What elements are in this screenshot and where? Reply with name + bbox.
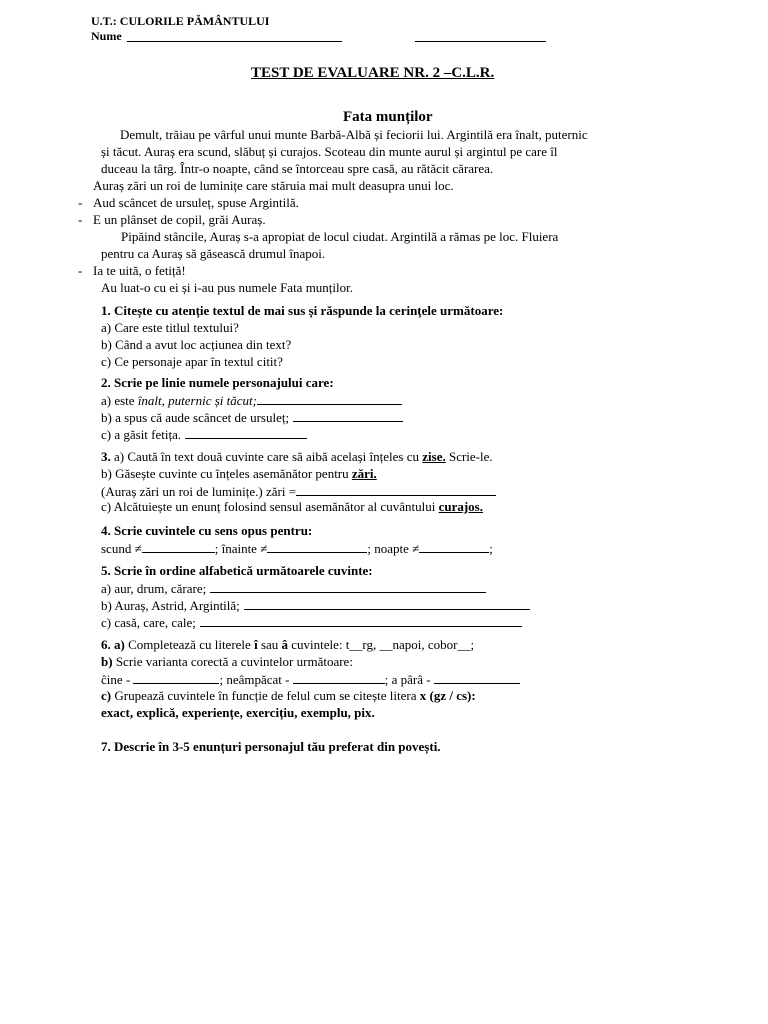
q3-b: [101, 467, 377, 480]
q6-c-words: exact, explică, experiențe, exercițiu, exemplu, pix.: [101, 705, 375, 720]
story-line: Demult, trăiau pe vârful unui munte Barbă-Albă și feciorii lui. Argintilă era înalt, puternic: [120, 127, 588, 142]
q5-b: [101, 598, 530, 612]
dialogue-line: E un plânset de copil, grăi Auraș.: [93, 212, 266, 227]
answer-line[interactable]: [267, 541, 367, 553]
story-line: Auraș zări un roi de luminițe care stăruia mai mult deasupra unui loc.: [93, 178, 454, 193]
q2-c: [101, 427, 307, 441]
story-line: pentru ca Auraș să găsească drumul înapoi.: [101, 246, 326, 261]
q3-a-word: zise.: [422, 449, 446, 464]
q4-end: ;: [489, 541, 493, 556]
q6-a-post: cuvintele: t__rg, __napoi, cobor__;: [288, 637, 475, 652]
q3-number: 3.: [101, 449, 111, 464]
q3-a-text: a) Caută în text două cuvinte care să aibă același înțeles cu: [110, 449, 423, 464]
dialogue-dash: -: [78, 263, 83, 278]
q6-a: [101, 638, 474, 651]
q6-b-label: b): [101, 654, 113, 669]
q2-a-italic: înalt, puternic și tăcut;: [137, 393, 257, 408]
answer-line[interactable]: [185, 427, 307, 439]
story-line: Pipăind stâncile, Auraș s-a apropiat de locul ciudat. Argintilă a rămas pe loc. Fluiera: [121, 229, 559, 244]
q6-c: [101, 689, 476, 702]
story-title: Fata munților: [343, 109, 433, 125]
q2-a-prefix: a) este: [101, 393, 138, 408]
q3-c-word: curajos.: [438, 499, 483, 514]
answer-line[interactable]: [293, 410, 403, 422]
dialogue-dash: -: [78, 212, 83, 227]
q6-letter-a: â: [281, 637, 289, 652]
q4-w1: scund ≠: [101, 541, 142, 556]
story-line: duceau la târg. Într-o noapte, când se întorceau spre casă, au rătăcit cărarea.: [101, 161, 494, 176]
second-line: [415, 41, 546, 42]
q5-a: [101, 581, 486, 595]
answer-line[interactable]: [419, 541, 489, 553]
q6-letter-i: î: [254, 637, 258, 652]
q4-w2: ; înainte ≠: [214, 541, 268, 556]
name-line: [127, 41, 342, 42]
q5-b-text: b) Auraș, Astrid, Argintilă;: [101, 598, 240, 613]
dialogue-line: Ia te uită, o fetiță!: [93, 263, 186, 278]
q2-c-text: c) a găsit fetița.: [101, 427, 182, 442]
q3-c: [101, 500, 483, 513]
answer-line[interactable]: [434, 672, 520, 684]
answer-line[interactable]: [293, 672, 385, 684]
q1-b: b) Când a avut loc acțiunea din text?: [101, 337, 292, 352]
q1-title: 1. Citește cu atenție textul de mai sus și răspunde la cerințele următoare:: [101, 303, 504, 318]
unit-title: U.T.: CULORILE PĂMÂNTULUI: [91, 14, 270, 28]
q4-w3: ; noapte ≠: [367, 541, 420, 556]
q5-c-text: c) casă, care, cale;: [101, 615, 196, 630]
q6-b-w1: ĉine -: [101, 672, 134, 687]
q2-b-text: b) a spus că aude scâncet de ursuleț;: [101, 410, 290, 425]
q6-b-text: Scrie varianta corectă a cuvintelor următoare:: [112, 654, 353, 669]
q5-a-text: a) aur, drum, cărare;: [101, 581, 207, 596]
q7-title: 7. Descrie în 3-5 enunțuri personajul tău preferat din povești.: [101, 739, 441, 754]
q6-c-bold: x (gz / cs):: [419, 688, 476, 703]
answer-line[interactable]: [244, 598, 530, 610]
q2-b: [101, 410, 403, 424]
story-line: și tăcut. Auraș era scund, slăbuț și curajos. Scoteau din munte aurul și argintul pe care îl: [101, 144, 558, 159]
q5-title: 5. Scrie în ordine alfabetică următoarele cuvinte:: [101, 563, 373, 578]
q2-title: 2. Scrie pe linie numele personajului care:: [101, 375, 334, 390]
q3-b-example: [101, 484, 496, 498]
answer-line[interactable]: [210, 581, 486, 593]
answer-line[interactable]: [200, 615, 522, 627]
q4-line: [101, 541, 493, 555]
q2-a: [101, 393, 402, 407]
q6-b-words: [101, 672, 520, 686]
q4-title: 4. Scrie cuvintele cu sens opus pentru:: [101, 523, 313, 538]
answer-line[interactable]: [296, 484, 496, 496]
q1-c: c) Ce personaje apar în textul citit?: [101, 354, 283, 369]
q1-a: a) Care este titlul textului?: [101, 320, 239, 335]
q3-a-post: Scrie-le.: [445, 449, 493, 464]
q3-b-word: zări.: [351, 466, 377, 481]
name-label: Nume: [91, 29, 122, 43]
q3-a: [101, 450, 493, 463]
q6-b: [101, 655, 353, 668]
q6-c-text: Grupează cuvintele în funcție de felul cum se citește litera: [111, 688, 420, 703]
q6-b-w2: ; neâmpăcat -: [219, 672, 293, 687]
answer-line[interactable]: [257, 393, 402, 405]
q6-b-w3: ; a pârâ -: [384, 672, 434, 687]
story-line: Au luat-o cu ei și i-au pus numele Fata munților.: [101, 280, 354, 295]
answer-line[interactable]: [142, 541, 215, 553]
q3-b-text: b) Găsește cuvinte cu înțeles asemănător pentru: [101, 466, 352, 481]
test-title: TEST DE EVALUARE NR. 2 –C.L.R.: [251, 65, 495, 81]
q6-a-text: Completează cu literele: [124, 637, 255, 652]
q6-a-number: 6. a): [101, 637, 125, 652]
q3-c-text: c) Alcătuiește un enunț folosind sensul asemănător al cuvântului: [101, 499, 439, 514]
dialogue-line: Aud scâncet de ursuleț, spuse Argintilă.: [93, 195, 299, 210]
dialogue-dash: -: [78, 195, 83, 210]
q6-a-mid: sau: [257, 637, 282, 652]
q6-c-label: c): [101, 688, 112, 703]
q3-b-example-text: (Auraș zări un roi de luminițe.) zări =: [101, 484, 297, 499]
q5-c: [101, 615, 522, 629]
answer-line[interactable]: [133, 672, 219, 684]
